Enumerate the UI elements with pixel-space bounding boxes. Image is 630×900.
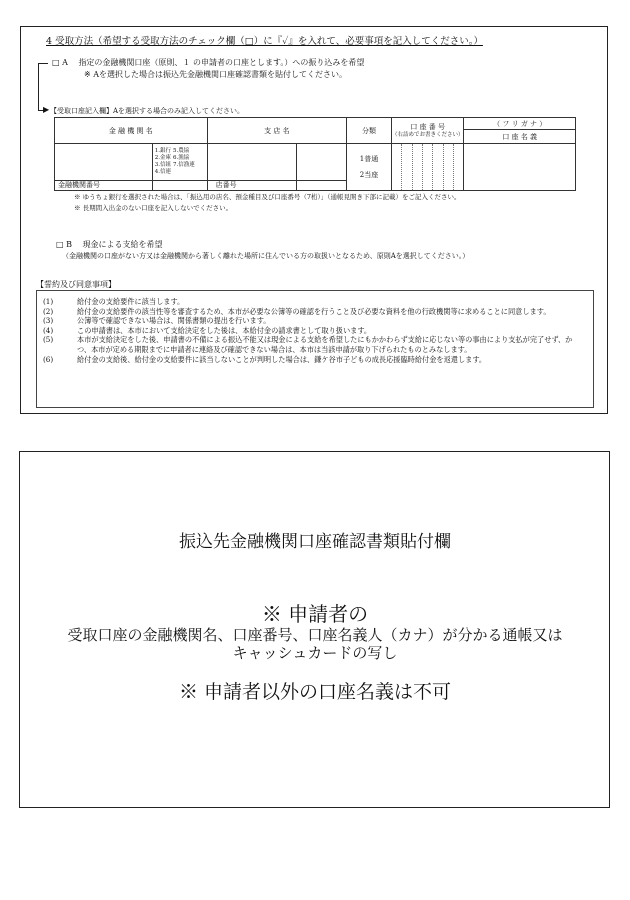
option-a[interactable] xyxy=(52,58,364,68)
bank-name-input[interactable] xyxy=(55,144,153,181)
account-note-2: ※ 長期間入出金のない口座を記入しないでください。 xyxy=(74,204,233,212)
attachment-line-1: ※ 申請者の xyxy=(261,602,369,626)
terms-box xyxy=(36,290,594,408)
terms-item-text: 公簿等で確認できない場合は、関係書類の提出を行います。 xyxy=(77,316,271,326)
option-b-note: （金融機関の口座がない方又は金融機関から著しく離れた場所に住んでいる方の取扱いとなるため、原則Aを選択してください。） xyxy=(62,252,470,260)
terms-item xyxy=(43,355,585,365)
option-a-note: ※ Aを選択した場合は振込先金融機関口座確認書類を貼付してください。 xyxy=(84,70,348,79)
terms-item-number: (3) xyxy=(43,316,54,326)
terms-item-number: (4) xyxy=(43,325,54,335)
account-section-title: 【受取口座記入欄】Aを選択する場合のみ記入してください。 xyxy=(50,107,245,115)
terms-item-number: (2) xyxy=(43,306,54,316)
terms-item xyxy=(43,297,585,307)
terms-item-text: 給付金の支給要件の該当性等を審査するため、本市が必要な公簿等の確認を行うこと及び必要な資料を他の行政機関等に求めることに同意します。 xyxy=(77,306,551,316)
bank-code-input[interactable] xyxy=(152,180,207,190)
option-a-label[interactable]: □ A xyxy=(52,58,68,67)
category-options[interactable] xyxy=(347,144,392,191)
arrow-icon: ▶ xyxy=(43,105,50,114)
terms-item-number: (6) xyxy=(43,354,54,364)
account-holder-input[interactable] xyxy=(464,144,576,191)
terms-item-number: (1) xyxy=(43,297,54,306)
option-a-text: 指定の金融機関口座（原則、１ の申請者の口座とします。）への振り込みを希望 xyxy=(78,58,365,67)
option-b-text: 現金による支給を希望 xyxy=(82,240,163,249)
terms-item xyxy=(43,326,585,336)
account-number-title: 口 座 番 号 xyxy=(410,123,446,131)
connector-line xyxy=(38,63,48,64)
terms-item-number: (5) xyxy=(43,335,54,345)
attachment-title: 振込先金融機関口座確認書類貼付欄 xyxy=(179,532,451,552)
option-b-label[interactable]: □ B xyxy=(56,240,72,249)
holder-header: 口 座 名 義 xyxy=(464,130,576,144)
bank-type-option[interactable]: 4.信連 xyxy=(154,168,171,175)
furigana-header: （ フ リ ガ ナ ） xyxy=(464,118,576,130)
terms-item xyxy=(43,335,585,354)
option-b[interactable] xyxy=(56,240,163,250)
terms-item-text: 給付金の支給要件に該当します。 xyxy=(77,297,185,306)
branch-code-label: 店番号 xyxy=(207,180,297,190)
bank-type-option[interactable]: 3.信組 xyxy=(154,161,171,168)
category-header: 分類 xyxy=(347,118,392,144)
account-number-sub: （右詰めでお書きください） xyxy=(391,132,464,138)
terms-item xyxy=(43,307,585,317)
bank-type-options[interactable] xyxy=(152,144,207,181)
attachment-line-4: ※ 申請者以外の口座名義は不可 xyxy=(178,681,452,703)
category-option-current[interactable]: 2当座 xyxy=(359,171,379,179)
bank-name-header: 金 融 機 関 名 xyxy=(55,118,208,144)
branch-code-input[interactable] xyxy=(297,180,347,190)
terms-item-text: 本市が支給決定をした後、申請書の不備による振込不能又は現金による支給を希望したにもかかわらず支給に応じない等の事由により支払が完了せず、かつ、本市が定める期限までに申請者に連絡及び確認できない場合は、本市は当該申請が取り下げられたものとみなします。 xyxy=(77,335,573,354)
terms-title: 【誓約及び同意事項】 xyxy=(36,280,116,289)
terms-item xyxy=(43,316,585,326)
section-heading: 4 受取方法（希望する受取方法のチェック欄（□）に『✓』を入れて、必要事項を記入してください。） xyxy=(46,36,483,47)
account-table xyxy=(54,117,576,191)
bank-type-option[interactable]: 1.銀行 xyxy=(154,147,171,154)
connector-line xyxy=(38,63,39,110)
bank-type-option[interactable]: 6.漁協 xyxy=(172,154,190,161)
terms-item-text: 給付金の支給後、給付金の支給要件に該当しないことが判明した場合は、鎌ケ谷市子どもの成長応援臨時給付金を返還します。 xyxy=(77,354,487,364)
account-note-1: ※ ゆうちょ銀行を選択された場合は、「振込用の店名、預金種目及び口座番号（7桁）」（通帳見開き下部に記載）をご記入ください。 xyxy=(74,193,461,201)
bank-type-option[interactable]: 5.農協 xyxy=(172,147,190,154)
branch-name-input[interactable] xyxy=(207,144,297,181)
category-option-ordinary[interactable]: 1普通 xyxy=(359,155,379,163)
bank-type-option[interactable]: 7.信漁連 xyxy=(172,161,195,168)
bank-type-option[interactable]: 2.金庫 xyxy=(154,154,171,161)
account-number-input[interactable] xyxy=(391,144,464,191)
account-number-header xyxy=(391,118,464,144)
branch-type-cell xyxy=(297,144,347,181)
attachment-line-2: 受取口座の金融機関名、口座番号、口座名義人（カナ）が分かる通帳又は xyxy=(67,626,563,644)
terms-item-text: この申請書は、本市において支給決定をした後は、本給付金の請求書として取り扱います。 xyxy=(77,325,372,335)
bank-code-label: 金融機関番号 xyxy=(55,180,153,190)
branch-name-header: 支 店 名 xyxy=(207,118,346,144)
attachment-line-3: キャッシュカードの写し xyxy=(232,644,398,662)
